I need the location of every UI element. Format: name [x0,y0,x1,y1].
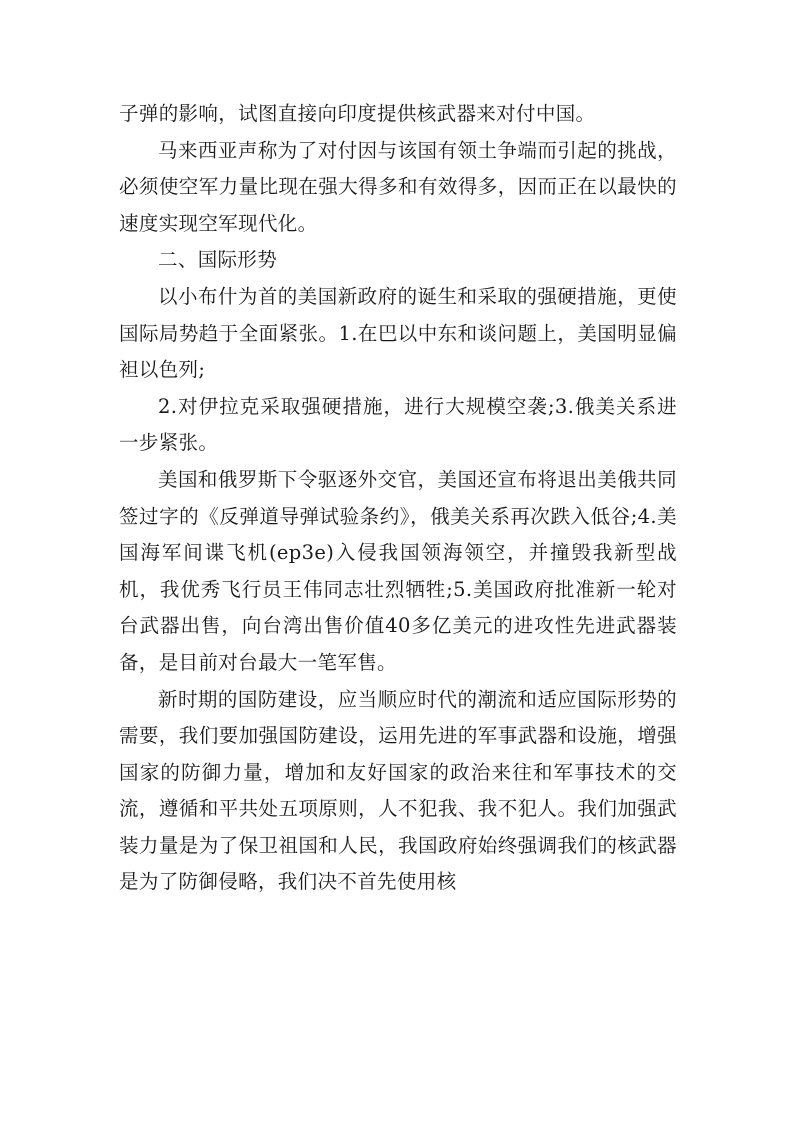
paragraph-us-russia-relations: 美国和俄罗斯下令驱逐外交官，美国还宣布将退出美俄共同签过字的《反弹道导弹试验条约》，俄美关系再次跌入低谷;4.美国海军间谍飞机(ep3e)入侵我国领海领空，并撞毁我新型战机，我优秀飞行员王伟同志壮烈牺牲;5.美国政府批准新一轮对台武器出售，向台湾出售价值40多亿美元的进攻性先进武器装备，是目前对台最大一笔军售。 [119,467,677,674]
paragraph-us-new-government: 以小布什为首的美国新政府的诞生和采取的强硬措施，更使国际局势趋于全面紧张。1.在巴以中东和谈问题上，美国明显偏袒以色列; [119,284,677,382]
paragraph-malaysia: 马来西亚声称为了对付因与该国有领土争端而引起的挑战，必须使空军力量比现在强大得多和有效得多，因而正在以最快的速度实现空军现代化。 [119,138,677,235]
paragraph-continuation: 子弹的影响，试图直接向印度提供核武器来对付中国。 [119,102,596,125]
document-body [119,96,677,901]
section-heading-international-situation: 二、国际形势 [158,248,278,272]
paragraph-national-defense: 新时期的国防建设，应当顺应时代的潮流和适应国际形势的需要，我们要加强国防建设，运用先进的军事武器和设施，增强国家的防御力量，增加和友好国家的政治来往和军事技术的交流，遵循和平共处五项原则，人不犯我、我不犯人。我们加强武装力量是为了保卫祖国和人民，我国政府始终强调我们的核武器是为了防御侵略，我们决不首先使用核 [119,687,677,894]
paragraph-iraq-russia: 2.对伊拉克采取强硬措施，进行大规模空袭;3.俄美关系进一步紧张。 [119,394,677,455]
